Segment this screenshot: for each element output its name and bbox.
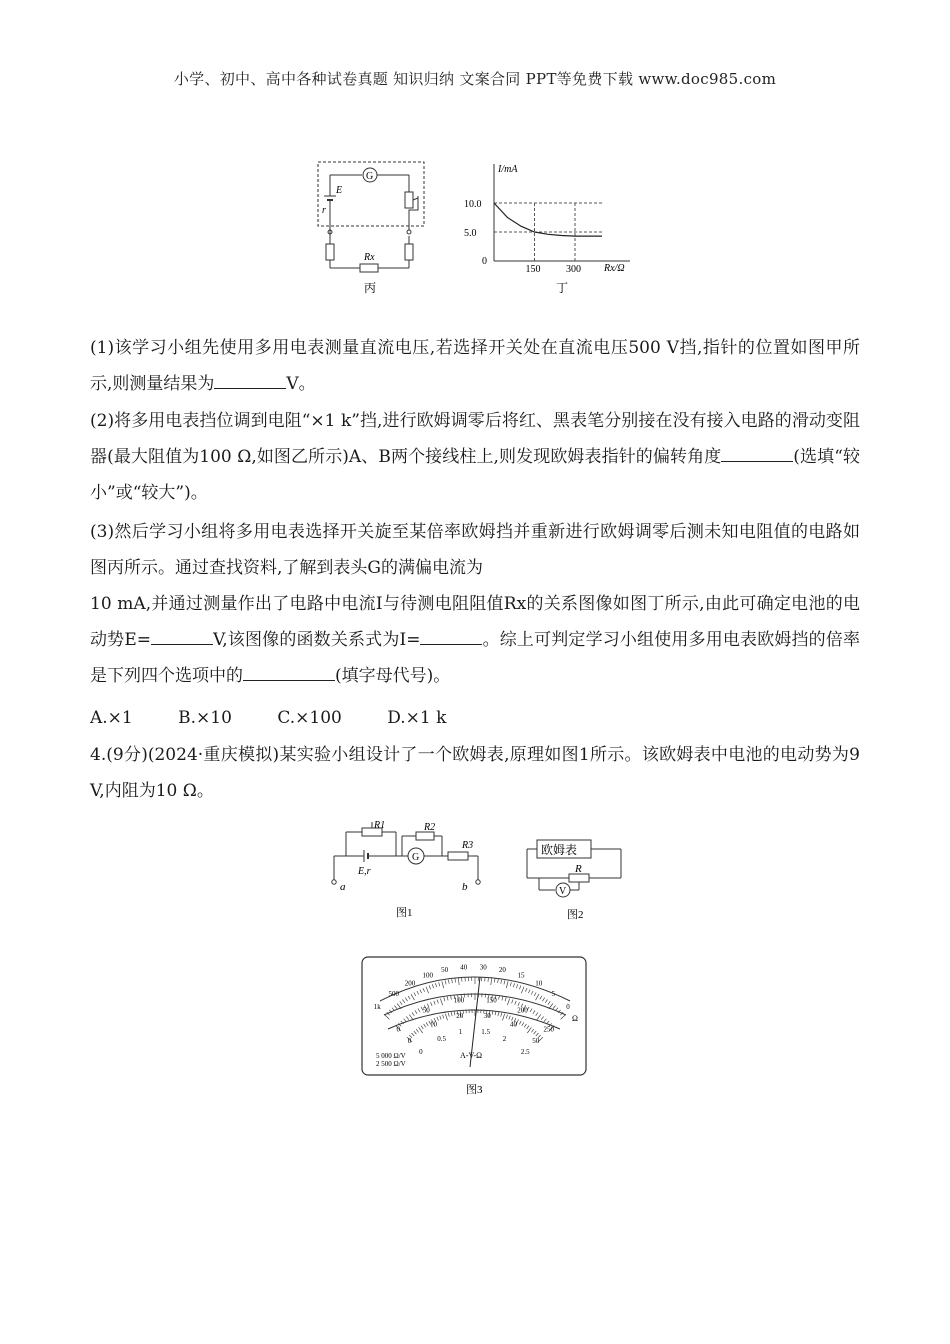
- dc-scale-label: 250: [543, 1025, 554, 1034]
- q1-unit: V。: [286, 374, 316, 394]
- low-scale-label: 40: [510, 1020, 517, 1029]
- x-tick-label: 150: [525, 264, 541, 275]
- emf-label: E: [336, 185, 343, 196]
- ohm-scale-label: 30: [479, 963, 487, 972]
- figure-bing-caption: 丙: [364, 281, 377, 295]
- question-1: [90, 330, 860, 402]
- terminal-b-label: b: [462, 881, 468, 893]
- ohm-scale-label: 100: [422, 971, 433, 980]
- question-3: [90, 514, 860, 694]
- ohm-scale-label: 200: [404, 979, 416, 988]
- dc-scale-label: 100: [453, 996, 465, 1005]
- q2-text-tail: (选填“较小”或“较大”)。: [90, 447, 860, 503]
- figure-3-meter-dial: [360, 955, 590, 1097]
- low-scale-label: 50: [532, 1036, 540, 1045]
- omega-label: Ω: [572, 1014, 578, 1023]
- figure-ding-chart: [460, 158, 640, 298]
- q3-emf-blank[interactable]: [151, 628, 213, 645]
- dc-scale-label: 0: [396, 1025, 400, 1034]
- spec-2: 2 500 Ω/V: [376, 1060, 406, 1068]
- low-scale-label: 30: [483, 1012, 491, 1021]
- dc-scale-label: 150: [486, 996, 497, 1005]
- page-header: 小学、初中、高中各种试卷真题 知识归纳 文案合同 PPT等免费下载 www.doc985.com: [173, 70, 777, 88]
- y-tick-label: 5.0: [464, 228, 477, 239]
- q3-text-3: V,该图像的函数关系式为I=: [212, 630, 421, 650]
- option-c: C.×100: [277, 708, 342, 728]
- y-axis-label: I/mA: [498, 164, 518, 175]
- ac-scale-label: 2.5: [520, 1048, 530, 1057]
- r3-label: R3: [462, 840, 474, 851]
- er-label: E,r: [358, 866, 371, 877]
- q3-text: (3)然后学习小组将多用电表选择开关旋至某倍率欧姆挡并重新进行欧姆调零后测未知电阻值的电路如图丙所示。通过查找资料,了解到表头G的满偏电流为: [90, 522, 860, 578]
- q3-option-blank[interactable]: [243, 664, 335, 681]
- question-4: [90, 737, 860, 809]
- r1-label: R1: [374, 820, 386, 831]
- q2-text: (2)将多用电表挡位调到电阻“×1 k”挡,进行欧姆调零后将红、黑表笔分别接在没有接入电路的滑动变阻器(最大阻值为100 Ω,如图乙所示)A、B两个接线柱上,则发现欧姆表指针的偏转角度: [90, 411, 860, 467]
- figure-ding-caption: 丁: [556, 281, 569, 295]
- origin-label: 0: [482, 256, 487, 267]
- g-label: G: [412, 852, 420, 863]
- ac-scale-label: 0.5: [437, 1034, 447, 1043]
- q4-text: 4.(9分)(2024·重庆模拟)某实验小组设计了一个欧姆表,原理如图1所示。该欧姆表中电池的电动势为9 V,内阻为10 Ω。: [90, 745, 860, 801]
- ac-scale-label: 2: [502, 1034, 507, 1043]
- ohm-scale-label: 15: [517, 971, 525, 980]
- q1-answer-blank[interactable]: [214, 372, 286, 389]
- figure-3-caption: 图3: [466, 1084, 483, 1096]
- r-label: R: [575, 863, 582, 875]
- option-b: B.×10: [178, 708, 232, 728]
- question-2: [90, 403, 860, 511]
- low-scale-label: 10: [430, 1020, 437, 1029]
- x-tick-label: 300: [566, 264, 581, 275]
- unit-text: A-V-Ω: [460, 1051, 483, 1060]
- ohm-scale-label: 500: [388, 990, 399, 999]
- q3-text-5: (填字母代号)。: [335, 666, 451, 686]
- ohmmeter-box-label: 欧姆表: [541, 843, 578, 857]
- q3-text-4: 。综上可判定学习小组使用多用电表欧姆挡的倍率是下列四个选项中的: [90, 630, 861, 686]
- rx-label: Rx: [364, 252, 375, 263]
- dc-scale-label: 50: [422, 1006, 430, 1015]
- ac-scale-label: 0: [419, 1048, 423, 1057]
- option-d: D.×1 k: [387, 708, 447, 728]
- q1-text: (1)该学习小组先使用多用电表测量直流电压,若选择开关处在直流电压500 V挡,指针的位置如图甲所示,则测量结果为: [90, 338, 860, 394]
- ohm-scale-label: 50: [441, 966, 449, 975]
- options-row: [90, 708, 486, 728]
- q3-function-blank[interactable]: [420, 628, 482, 645]
- q2-answer-blank[interactable]: [721, 445, 793, 462]
- option-a: A.×1: [90, 708, 133, 728]
- low-scale-label: 20: [456, 1012, 464, 1021]
- y-tick-label: 10.0: [464, 199, 482, 210]
- figure-1-caption: 图1: [396, 907, 413, 919]
- spec-1: 5 000 Ω/V: [376, 1052, 406, 1060]
- internal-r-label: r: [322, 205, 326, 216]
- ohm-scale-label: 40: [460, 963, 468, 972]
- ohm-scale-label: 20: [498, 966, 506, 975]
- r2-label: R2: [424, 822, 436, 833]
- ohm-scale-label: 5: [551, 990, 555, 999]
- ohm-scale-label: 0: [566, 1002, 570, 1011]
- figure-bing-circuit: [312, 158, 434, 298]
- figure-2-caption: 图2: [567, 909, 584, 921]
- galvanometer-label: G: [366, 171, 374, 182]
- figure-2-circuit: [525, 836, 629, 922]
- ohm-scale-label: 1k: [373, 1002, 381, 1011]
- ohm-scale-label: 10: [535, 979, 543, 988]
- x-axis-label: Rx/Ω: [604, 263, 625, 274]
- series-line: [494, 203, 602, 236]
- figure-1-circuit: [328, 818, 488, 922]
- q3-text-2: 10 mA,并通过测量作出了电路中电流I与待测电阻阻值Rx的关系图像如图丁所示,由此可确定电池的电动势E=: [90, 594, 860, 650]
- ac-scale-label: 1: [458, 1027, 463, 1036]
- terminal-a-label: a: [340, 881, 346, 893]
- voltmeter-label: V: [559, 886, 567, 897]
- dc-scale-label: 200: [517, 1006, 528, 1015]
- ac-scale-label: 1.5: [481, 1027, 491, 1036]
- low-scale-label: 0: [407, 1036, 412, 1045]
